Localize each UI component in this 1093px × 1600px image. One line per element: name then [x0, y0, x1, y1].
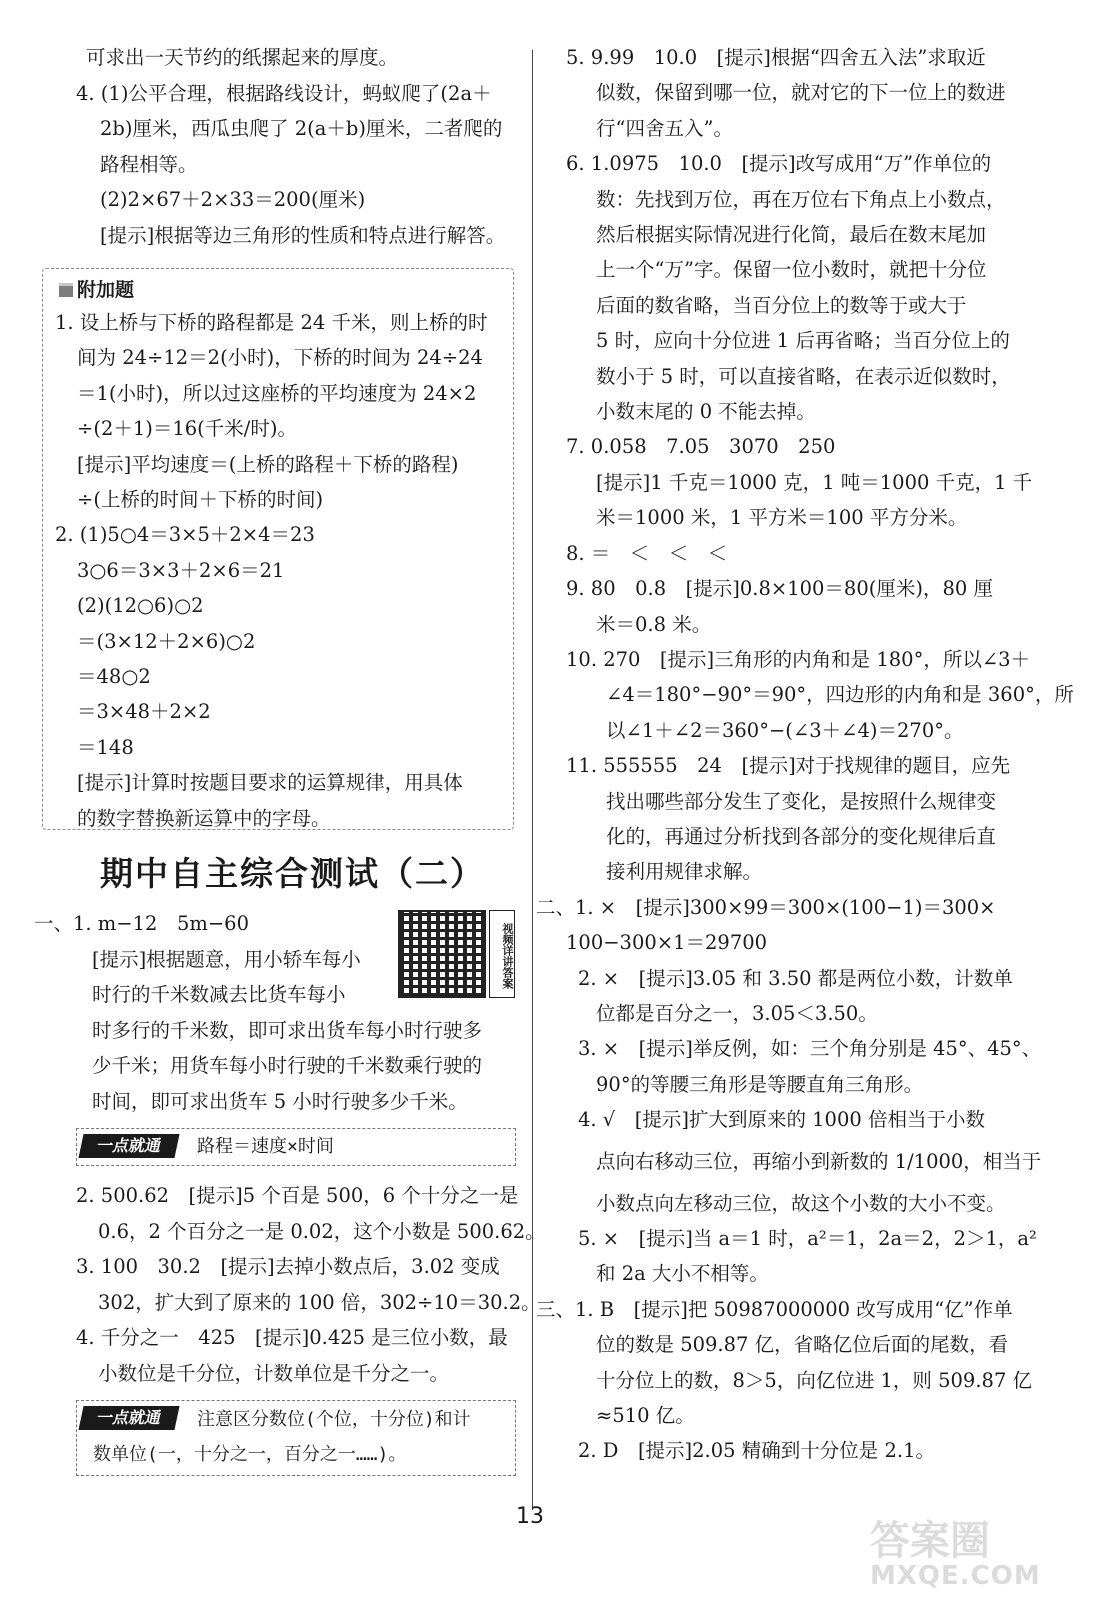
- extra-questions-body: [55, 305, 507, 836]
- text-line: ＝48○2: [77, 665, 151, 689]
- text-line: [提示]平均速度＝(上桥的路程＋下桥的路程): [77, 452, 459, 476]
- text-line: 点向右移动三位，再缩小到新数的 1/1000，相当于: [596, 1149, 1042, 1173]
- extra-questions-box: [42, 268, 514, 830]
- watermark-line2: MXQE.COM: [870, 1561, 1041, 1591]
- text-line: ＝148: [77, 735, 134, 759]
- text-line: ≈510 亿。: [596, 1404, 695, 1428]
- tip-text: 注意区分数位(个位，十分位)和计: [197, 1409, 471, 1430]
- part1-block-b: [76, 1178, 545, 1392]
- text-line: [提示]根据等边三角形的性质和特点进行解答。: [100, 223, 506, 247]
- text-line: 时多行的千米数，即可求出货车每小时行驶多: [92, 1018, 483, 1042]
- text-line: 和 2a 大小不相等。: [596, 1262, 769, 1286]
- text-line: 可求出一天节约的纸摞起来的厚度。: [86, 46, 399, 69]
- text-line: 2. (1)5○4＝3×5＋2×4＝23: [55, 523, 315, 547]
- text-line: 10. 270 [提示]三角形的内角和是 180°，所以∠3＋: [566, 647, 1031, 671]
- text-line: 米＝0.8 米。: [596, 612, 712, 636]
- text-line: 路程相等。: [100, 152, 198, 176]
- text-line: 行“四舍五入”。: [596, 116, 733, 140]
- text-line: ÷(2＋1)＝16(千米/时)。: [77, 417, 297, 441]
- tip-text: 路程＝速度×时间: [197, 1136, 334, 1157]
- tip-bar: [76, 1128, 516, 1166]
- text-line: 9. 80 0.8 [提示]0.8×100＝80(厘米)，80 厘: [566, 577, 993, 601]
- qr-label: 视频详讲答案: [489, 910, 515, 998]
- text-line: 小数末尾的 0 不能去掉。: [596, 400, 816, 424]
- tip-text: 数单位(一，十分之一，百分之一……)。: [93, 1444, 407, 1465]
- section-title: 期中自主综合测试（二）: [100, 854, 485, 893]
- text-line: 5. 9.99 10.0 [提示]根据“四舍五入法”求取近: [566, 46, 986, 69]
- text-line: ∠4＝180°−90°＝90°，四边形的内角和是 360°，所: [606, 683, 1074, 707]
- extra-questions-title: [59, 275, 134, 302]
- text-line: 然后根据实际情况进行化简，最后在数末尾加: [596, 223, 987, 247]
- text-line: 302，扩大到了原来的 100 倍，302÷10＝30.2。: [98, 1290, 541, 1314]
- text-line: (2)2×67＋2×33＝200(厘米): [100, 188, 366, 212]
- text-line: [提示]1 千克＝1000 克，1 吨＝1000 千克，1 千: [596, 470, 1033, 494]
- text-line: [提示]根据题意，用小轿车每小: [92, 947, 361, 971]
- text-line: 二、1. × [提示]300×99＝300×(100−1)＝300×: [536, 895, 996, 919]
- text-line: (2)(12○6)○2: [77, 594, 204, 618]
- text-line: 2b)厘米，西瓜虫爬了 2(a＋b)厘米，二者爬的: [100, 117, 503, 141]
- text-line: 找出哪些部分发生了变化，是按照什么规律变: [606, 789, 997, 813]
- text-line: 接利用规律求解。: [606, 860, 763, 884]
- text-line: 4. 千分之一 425 [提示]0.425 是三位小数，最: [76, 1326, 508, 1350]
- text-line: 位都是百分之一，3.05＜3.50。: [596, 1001, 878, 1025]
- text-line: 数：先找到万位，再在万位右下角点上小数点，: [596, 187, 1006, 211]
- text-line: 0.6，2 个百分之一是 0.02，这个小数是 500.62。: [98, 1219, 545, 1243]
- text-line: 5 时，应向十分位进 1 后再省略；当百分位上的: [596, 329, 1010, 353]
- text-line: 三、1. B [提示]把 50987000000 改写成用“亿”作单: [536, 1297, 1013, 1321]
- text-line: 6. 1.0975 10.0 [提示]改写成用“万”作单位的: [566, 152, 992, 176]
- text-line: 5. × [提示]当 a＝1 时，a²＝1，2a＝2，2＞1，a²: [578, 1227, 1037, 1250]
- text-line: 上一个“万”字。保留一位小数时，就把十分位: [596, 258, 987, 282]
- text-line: 4. (1)公平合理，根据路线设计，蚂蚁爬了(2a＋: [76, 81, 492, 105]
- text-line: ＝1(小时)，所以过这座桥的平均速度为 24×2: [77, 381, 477, 405]
- text-line: 时间，即可求出货车 5 小时行驶多少千米。: [92, 1089, 468, 1113]
- watermark: [870, 1520, 1080, 1590]
- extra-title-text: 附加题: [77, 279, 135, 301]
- text-line: 位的数是 509.87 亿，省略亿位后面的尾数，看: [596, 1333, 1009, 1357]
- text-line: 小数位是千分位，计数单位是千分之一。: [98, 1361, 450, 1385]
- text-line: 4. √ [提示]扩大到原来的 1000 倍相当于小数: [578, 1108, 985, 1132]
- text-line: 3. × [提示]举反例，如：三个角分别是 45°、45°、: [578, 1037, 1042, 1061]
- qr-code[interactable]: [398, 910, 486, 998]
- text-line: 7. 0.058 7.05 3070 250: [566, 435, 836, 459]
- text-line: 1. 设上桥与下桥的路程都是 24 千米，则上桥的时: [55, 311, 488, 334]
- text-line: 米＝1000 米，1 平方米＝100 平方分米。: [596, 506, 968, 530]
- tip-tag: 一点就通: [78, 1406, 179, 1430]
- text-line: 后面的数省略，当百分位上的数等于或大于: [596, 293, 967, 317]
- text-line: 十分位上的数，8＞5，向亿位进 1，则 509.87 亿: [596, 1368, 1033, 1392]
- right-column: [536, 40, 1074, 1469]
- text-line: 似数，保留到哪一位，就对它的下一位上的数进: [596, 81, 1006, 105]
- text-line: 3. 100 30.2 [提示]去掉小数点后，3.02 变成: [76, 1255, 500, 1279]
- text-line: 100−300×1＝29700: [566, 931, 768, 955]
- text-line: 8. ＝ ＜ ＜ ＜: [566, 541, 728, 565]
- tip-tag: 一点就通: [78, 1134, 179, 1158]
- text-line: [提示]计算时按题目要求的运算规律，用具体: [77, 771, 463, 795]
- text-line: 一、1. m−12 5m−60: [34, 912, 249, 935]
- text-line: 少千米；用货车每小时行驶的千米数乘行驶的: [92, 1054, 483, 1078]
- text-line: 时行的千米数减去比货车每小: [92, 983, 346, 1007]
- watermark-line1: 答案圈: [870, 1518, 990, 1564]
- text-line: 2. 500.62 [提示]5 个百是 500，6 个十分之一是: [76, 1184, 519, 1207]
- text-line: 以∠1＋∠2＝360°−(∠3＋∠4)＝270°。: [606, 718, 964, 742]
- text-line: 90°的等腰三角形是等腰直角三角形。: [596, 1072, 924, 1096]
- text-line: ＝(3×12＋2×6)○2: [77, 629, 256, 653]
- text-line: 化的，再通过分析找到各部分的变化规律后直: [606, 824, 997, 848]
- text-line: 数小于 5 时，可以直接省略，在表示近似数时，: [596, 364, 1011, 388]
- square-icon: [59, 283, 73, 297]
- text-line: 2. D [提示]2.05 精确到十分位是 2.1。: [578, 1439, 935, 1463]
- text-line: 间为 24÷12＝2(小时)，下桥的时间为 24÷24: [77, 346, 483, 370]
- text-line: 2. × [提示]3.05 和 3.50 都是两位小数，计数单: [578, 966, 1013, 990]
- text-line: 的数字替换新运算中的字母。: [77, 806, 331, 830]
- text-line: 小数点向左移动三位，故这个小数的大小不变。: [596, 1191, 1006, 1215]
- text-line: ＝3×48＋2×2: [77, 700, 211, 724]
- text-line: ÷(上桥的时间＋下桥的时间): [77, 488, 324, 512]
- text-line: 11. 555555 24 [提示]对于找规律的题目，应先: [566, 754, 1011, 778]
- text-line: 3○6＝3×3＋2×6＝21: [77, 558, 285, 582]
- left-column: [56, 40, 536, 254]
- tip-bar: [76, 1400, 516, 1476]
- page-number: 13: [516, 1504, 544, 1529]
